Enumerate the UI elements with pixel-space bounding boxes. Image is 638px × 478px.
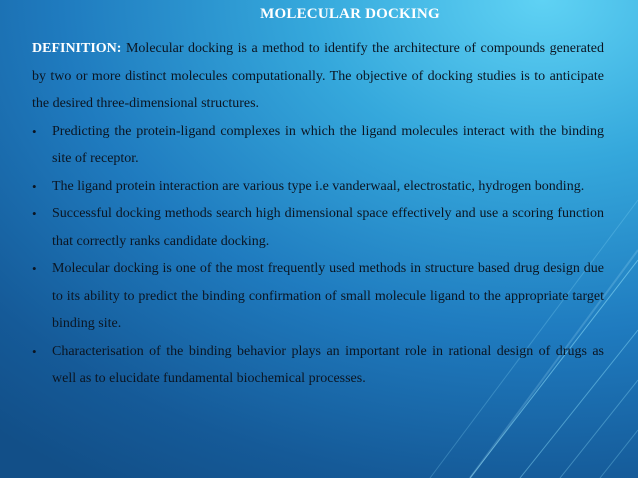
- bullet-text: Characterisation of the binding behavior plays an important role in rational design of drugs as well as to elucidate fundamental biochemical processes.: [52, 343, 604, 386]
- bullet-icon: •: [32, 206, 37, 221]
- deco-line: [600, 430, 638, 478]
- list-item: [32, 255, 604, 338]
- bullet-text: Predicting the protein-ligand complexes in which the ligand molecules interact with the binding site of receptor.: [52, 123, 604, 166]
- bullet-icon: •: [32, 178, 37, 194]
- bullet-list: [32, 118, 604, 393]
- bullet-icon: •: [32, 261, 37, 276]
- list-item: [32, 338, 604, 393]
- definition-paragraph: [32, 35, 604, 118]
- definition-label: DEFINITION:: [32, 41, 122, 56]
- slide-body: [32, 35, 604, 393]
- bullet-icon: •: [32, 123, 37, 139]
- slide-title: MOLECULAR DOCKING: [260, 6, 440, 22]
- bullet-text: The ligand protein interaction are various type i.e vanderwaal, electrostatic, hydrogen bonding.: [52, 178, 585, 194]
- list-item: [32, 118, 604, 173]
- definition-text: Molecular docking is a method to identify the architecture of compounds generated by two or more distinct molecules computationally. The objective of docking studies is to anticipate the desired three-dimensional structures.: [32, 41, 605, 111]
- list-item: [32, 200, 604, 255]
- bullet-icon: •: [32, 343, 37, 359]
- bullet-text: Successful docking methods search high dimensional space effectively and use a scoring function that correctly ranks candidate docking.: [52, 206, 604, 249]
- deco-line: [560, 380, 638, 478]
- list-item: [32, 173, 604, 201]
- bullet-text: Molecular docking is one of the most frequently used methods in structure based drug design due to its ability to predict the binding confirmation of small molecule ligand to the appropriate target binding site.: [52, 261, 604, 331]
